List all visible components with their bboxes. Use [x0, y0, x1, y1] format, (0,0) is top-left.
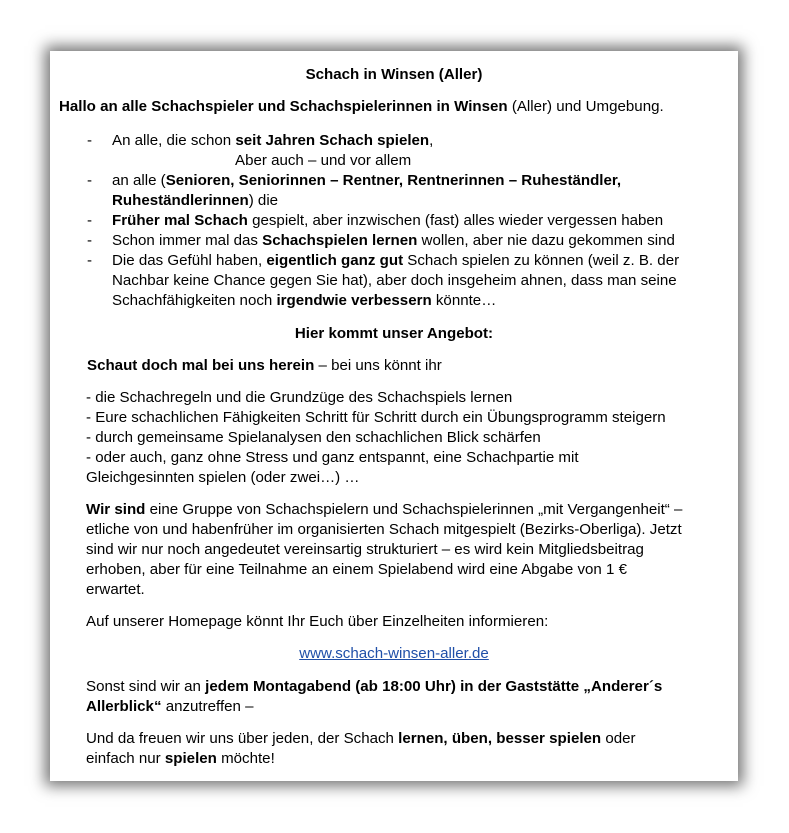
- bullet-4-bold: Schachspielen lernen: [262, 232, 418, 249]
- meeting-bold: jedem Montagabend (ab 18:00 Uhr) in der Gaststätte „Anderer´s: [205, 678, 663, 695]
- invite-line: [87, 356, 442, 376]
- about-line-2: etliche von und habenfrüher im organisierten Schach mitgespielt (Bezirks-Oberliga). Jetzt: [86, 521, 682, 538]
- offer-heading: Hier kommt unser Angebot:: [294, 325, 494, 342]
- bullet-1-text-end: ,: [429, 132, 434, 149]
- about-line-3: sind wir nur noch angedeutet vereinsartig strukturiert – es wird kein Mitgliedsbeitrag: [86, 541, 644, 558]
- greeting-rest: (Aller) und Umgebung.: [507, 98, 664, 115]
- bullet-5-line-2: Nachbar keine Chance gegen Sie hat), aber doch insgeheim ahnen, dass man seine: [112, 272, 677, 289]
- page-title: Schach in Winsen (Aller): [305, 66, 483, 83]
- closing-text: Und da freuen wir uns über jeden, der Schach: [86, 730, 399, 747]
- bullet-2-text-end: ) die: [248, 192, 279, 209]
- homepage-link-wrap: [50, 644, 738, 664]
- offer-item: - oder auch, ganz ohne Stress und ganz entspannt, eine Schachpartie mit: [86, 449, 579, 466]
- bullet-4: [112, 231, 675, 251]
- meeting-bold-2: Allerblick“: [86, 698, 162, 715]
- bullet-2-text: an alle (: [112, 172, 166, 189]
- closing-text-end: oder: [601, 730, 636, 747]
- meeting-text: Sonst sind wir an: [86, 678, 206, 695]
- about-line-5: erwartet.: [86, 581, 145, 598]
- bullet-2: [112, 171, 621, 191]
- bullet-5-line-3-text: Schachfähigkeiten noch: [112, 292, 277, 309]
- bullet-dash: -: [87, 252, 93, 269]
- closing-text-end-2: möchte!: [216, 750, 275, 767]
- bullet-2-bold-2: Ruheständlerinnen: [112, 192, 249, 209]
- bullet-5-line-3-bold: irgendwie verbessern: [276, 292, 432, 309]
- bullet-dash: -: [87, 212, 93, 229]
- bullet-dash: -: [87, 172, 93, 189]
- bullet-1: [112, 131, 433, 151]
- invite-rest: – bei uns könnt ihr: [314, 357, 442, 374]
- bullet-5-bold: eigentlich ganz gut: [266, 252, 404, 269]
- meeting-text-end: anzutreffen –: [161, 698, 254, 715]
- offer-item-continued: Gleichgesinnten spielen (oder zwei…) …: [86, 469, 360, 486]
- bullet-5-line-3-end: könnte…: [431, 292, 497, 309]
- bullet-5-text-end: Schach spielen zu können (weil z. B. der: [403, 252, 680, 269]
- bullet-1-bold: seit Jahren Schach spielen: [235, 132, 430, 149]
- bullet-dash: -: [87, 232, 93, 249]
- homepage-text: Auf unserer Homepage könnt Ihr Euch über Einzelheiten informieren:: [86, 613, 549, 630]
- about-text: eine Gruppe von Schachspielern und Schachspielerinnen „mit Vergangenheit“ –: [145, 501, 683, 518]
- greeting-bold: Hallo an alle Schachspieler und Schachspielerinnen in Winsen: [59, 98, 508, 115]
- bullet-3-bold: Früher mal Schach: [112, 212, 248, 229]
- bullet-5: [112, 251, 679, 271]
- bullet-3-text: gespielt, aber inzwischen (fast) alles wieder vergessen haben: [247, 212, 664, 229]
- closing-bold-2: spielen: [164, 750, 217, 767]
- closing-line-1: [86, 729, 636, 749]
- closing-bold: lernen, üben, besser spielen: [398, 730, 602, 747]
- offer-item: - durch gemeinsame Spielanalysen den schachlichen Blick schärfen: [86, 429, 541, 446]
- about-line-4: erhoben, aber für eine Teilnahme an einem Spielabend wird eine Abgabe von 1 €: [86, 561, 627, 578]
- bullet-1-subline: Aber auch – und vor allem: [235, 152, 412, 169]
- bullet-2-bold: Senioren, Seniorinnen – Rentner, Rentnerinnen – Ruheständler,: [165, 172, 622, 189]
- bullet-3: [112, 211, 663, 231]
- document-page: [50, 51, 738, 781]
- meeting-line-2: [86, 697, 254, 717]
- greeting: [59, 97, 664, 117]
- closing-text-2: einfach nur: [86, 750, 165, 767]
- offer-item: - Eure schachlichen Fähigkeiten Schritt für Schritt durch ein Übungsprogramm steigern: [86, 409, 666, 426]
- bullet-5-text: Die das Gefühl haben,: [112, 252, 267, 269]
- bullet-4-text: Schon immer mal das: [112, 232, 263, 249]
- offer-item: - die Schachregeln und die Grundzüge des Schachspiels lernen: [86, 389, 513, 406]
- about-line-1: [86, 500, 682, 520]
- bullet-1-text: An alle, die schon: [112, 132, 236, 149]
- meeting-line-1: [86, 677, 662, 697]
- invite-bold: Schaut doch mal bei uns herein: [87, 357, 315, 374]
- homepage-link[interactable]: www.schach-winsen-aller.de: [299, 645, 489, 662]
- bullet-2-line-2: [112, 191, 278, 211]
- about-bold: Wir sind: [86, 501, 146, 518]
- bullet-4-text-end: wollen, aber nie dazu gekommen sind: [417, 232, 675, 249]
- closing-line-2: [86, 749, 275, 769]
- bullet-dash: -: [87, 132, 93, 149]
- bullet-5-line-3: [112, 291, 496, 311]
